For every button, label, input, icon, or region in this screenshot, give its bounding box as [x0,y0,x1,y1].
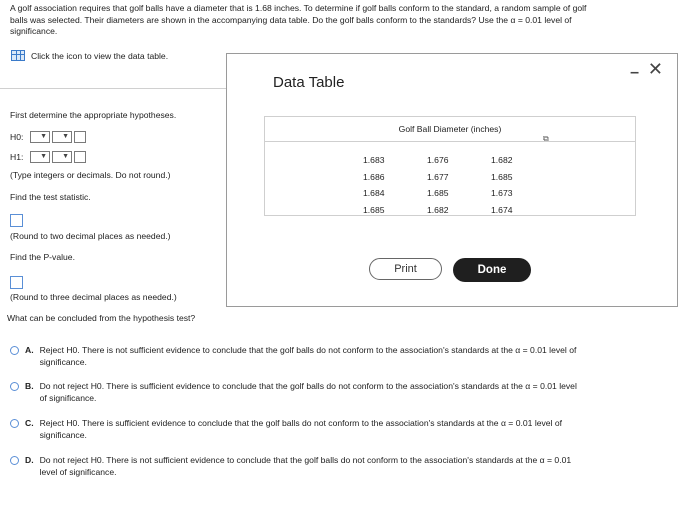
option-line: of significance. [39,392,97,403]
h0-operator-dropdown[interactable] [52,131,72,143]
p-value-hint: (Round to three decimal places as needed.) [10,292,177,302]
p-value-prompt: Find the P-value. [10,252,75,262]
h1-value-input[interactable] [74,151,86,163]
option-letter: C. [25,418,34,428]
problem-line-3: significance. [10,26,58,36]
table-cell: 1.684 [363,188,385,198]
test-statistic-prompt: Find the test statistic. [10,192,91,202]
option-line: Reject H0. There is sufficient evidence to conclude that the golf balls do not conform to the association's standards at the α = 0.01 level of [39,418,563,428]
option-letter: A. [25,345,34,355]
table-cell: 1.683 [363,155,385,165]
h0-label: H0: [10,132,24,142]
data-table-icon[interactable] [11,50,25,61]
dialog-title: Data Table [273,74,345,91]
data-table-dialog [226,53,678,307]
problem-line-2: balls was selected. Their diameters are shown in the accompanying data table. Do the golf balls conform to the standards? Use the α = 0.01 level of [10,14,572,25]
h0-parameter-dropdown[interactable] [30,131,50,143]
option-b[interactable] [10,381,690,404]
table-cell: 1.674 [491,204,513,215]
option-line: Reject H0. There is not sufficient evidence to conclude that the golf balls do not conform to the association's standards at the α = 0.01 level of [39,345,577,355]
print-button[interactable]: Print [369,258,442,280]
done-button[interactable]: Done [453,258,531,282]
h1-operator-dropdown[interactable] [52,151,72,163]
option-text [40,455,665,478]
table-column-3 [491,152,513,218]
view-data-table-link[interactable] [11,50,168,61]
option-line: level of significance. [39,466,117,477]
radio-d[interactable] [10,456,19,465]
option-d[interactable] [10,455,690,478]
option-line: significance. [39,356,87,367]
option-line: significance. [39,429,87,440]
minus-icon[interactable]: – [630,64,639,81]
option-c[interactable] [10,418,690,441]
view-link-text: Click the icon to view the data table. [31,50,169,61]
test-statistic-input[interactable] [10,214,23,227]
table-cell: 1.673 [491,188,513,198]
p-value-input[interactable] [10,276,23,289]
table-cell: 1.676 [427,155,449,165]
radio-b[interactable] [10,382,19,391]
table-cell: 1.677 [427,171,449,182]
table-cell: 1.685 [491,171,513,182]
conclusion-prompt: What can be concluded from the hypothesis test? [7,313,196,323]
option-letter: B. [25,381,34,391]
problem-line-1: A golf association requires that golf balls have a diameter that is 1.68 inches. To determine if golf balls conform to the standard, a random sample of golf [10,3,587,13]
h1-row [10,151,86,163]
table-column-1 [363,152,385,218]
h1-parameter-dropdown[interactable] [30,151,50,163]
option-text [40,418,665,441]
hypotheses-hint: (Type integers or decimals. Do not round.) [10,170,171,180]
radio-c[interactable] [10,419,19,428]
table-column-2 [427,152,449,218]
table-cell: 1.685 [363,204,385,215]
data-table [264,116,636,216]
divider [0,88,228,89]
option-line: Do not reject H0. There is not sufficient evidence to conclude that the golf balls do not conform to the association's standards at the α = 0.01 [39,455,572,465]
option-text [40,345,665,368]
test-statistic-hint: (Round to two decimal places as needed.) [10,231,171,241]
table-cell: 1.686 [363,171,385,182]
table-cell: 1.685 [427,188,449,198]
close-icon[interactable]: ✕ [647,59,663,79]
h0-value-input[interactable] [74,131,86,143]
problem-statement [10,3,690,38]
h0-row [10,131,86,143]
option-a[interactable] [10,345,690,368]
option-text [40,381,665,404]
table-cell: 1.682 [491,155,513,165]
copy-icon[interactable]: ⧉ [543,134,549,143]
option-letter: D. [25,455,34,465]
radio-a[interactable] [10,346,19,355]
table-cell: 1.682 [427,204,449,215]
table-header: Golf Ball Diameter (inches) [265,117,635,142]
hypotheses-prompt: First determine the appropriate hypotheses. [10,110,177,120]
option-line: Do not reject H0. There is sufficient evidence to conclude that the golf balls do not conform to the association's standards at the α = 0.01 level [39,381,577,391]
h1-label: H1: [10,152,24,162]
